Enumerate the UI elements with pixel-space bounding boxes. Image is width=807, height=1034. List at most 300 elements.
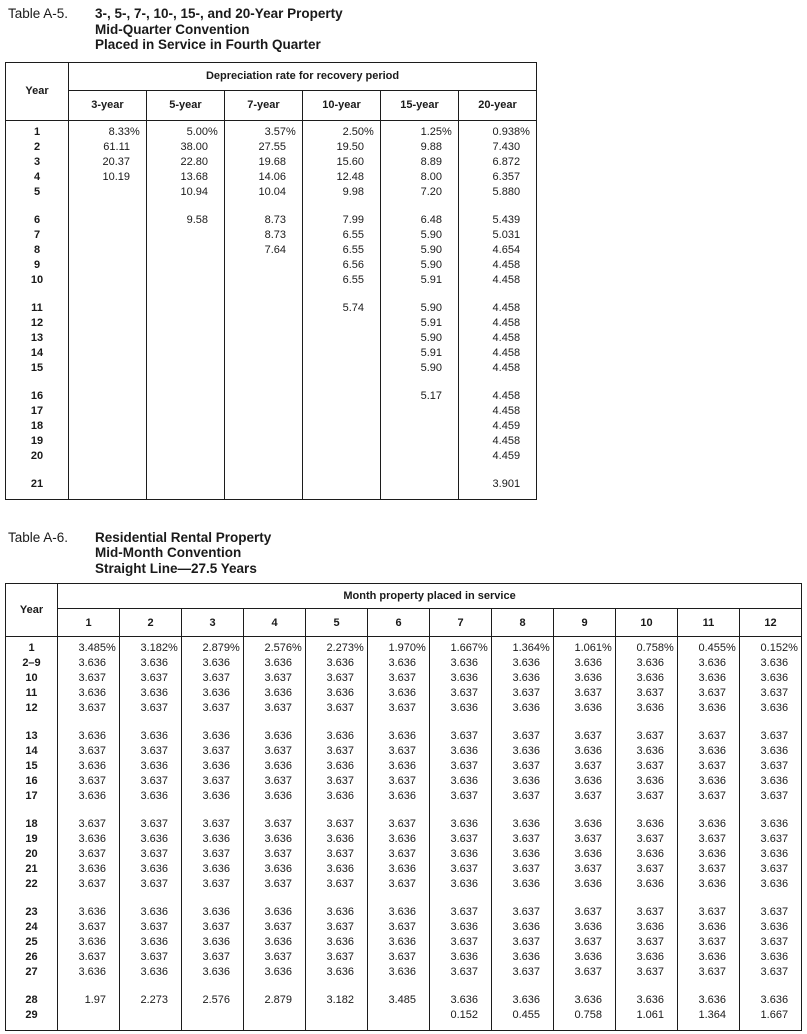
table-a6-title-line-2: Mid-Month Convention — [95, 545, 242, 560]
value-cell: 1.364 — [678, 1008, 740, 1031]
value-cell: 3.637 — [58, 950, 120, 965]
value-cell — [225, 449, 303, 464]
spacer-cell — [6, 716, 58, 729]
value-cell: 3.636 — [678, 817, 740, 832]
value-cell: 3.637 — [244, 877, 306, 892]
value-cell: 5.90 — [381, 258, 459, 273]
year-cell: 16 — [6, 774, 58, 789]
spacer-row — [6, 200, 537, 213]
value-cell: 3.636 — [58, 686, 120, 701]
value-cell: 3.636 — [244, 935, 306, 950]
column-header: 10 — [616, 609, 678, 637]
value-cell: 3.637 — [740, 905, 802, 920]
value-cell: 61.11 — [69, 140, 147, 155]
value-cell: 20.37 — [69, 155, 147, 170]
column-header: 2 — [120, 609, 182, 637]
spacer-cell — [554, 980, 616, 993]
value-cell: 3.636 — [678, 656, 740, 671]
year-cell: 16 — [6, 389, 69, 404]
value-cell — [225, 419, 303, 434]
value-cell: 3.182 — [306, 993, 368, 1008]
value-cell — [303, 449, 381, 464]
value-cell: 3.636 — [306, 656, 368, 671]
year-cell: 28 — [6, 993, 58, 1008]
year-cell: 20 — [6, 847, 58, 862]
value-cell: 3.637 — [182, 744, 244, 759]
value-cell: 8.00 — [381, 170, 459, 185]
value-cell: 3.637 — [678, 965, 740, 980]
value-cell: 0.455 — [492, 1008, 554, 1031]
value-cell — [244, 1008, 306, 1031]
value-cell: 3.637 — [492, 832, 554, 847]
value-cell: 3.637 — [616, 935, 678, 950]
spacer-cell — [120, 980, 182, 993]
year-cell: 12 — [6, 316, 69, 331]
value-cell — [69, 228, 147, 243]
value-cell: 0.152% — [740, 637, 802, 657]
value-cell: 0.758 — [554, 1008, 616, 1031]
value-cell: 5.439 — [459, 213, 537, 228]
table-a5-title-block — [8, 6, 807, 53]
value-cell: 3.637 — [492, 686, 554, 701]
value-cell: 5.031 — [459, 228, 537, 243]
value-cell: 4.458 — [459, 301, 537, 316]
year-cell: 29 — [6, 1008, 58, 1031]
value-cell: 3.637 — [368, 920, 430, 935]
value-cell: 3.636 — [554, 950, 616, 965]
value-cell — [303, 477, 381, 500]
value-cell: 3.637 — [740, 862, 802, 877]
value-cell: 3.637 — [616, 729, 678, 744]
spacer-cell — [303, 464, 381, 477]
value-cell: 3.636 — [740, 877, 802, 892]
table-row — [6, 404, 537, 419]
table-row — [6, 744, 802, 759]
value-cell: 3.636 — [554, 701, 616, 716]
value-cell: 3.636 — [678, 993, 740, 1008]
spacer-cell — [678, 892, 740, 905]
value-cell: 3.637 — [368, 671, 430, 686]
spacer-cell — [368, 892, 430, 905]
value-cell: 6.48 — [381, 213, 459, 228]
value-cell — [381, 449, 459, 464]
value-cell — [225, 361, 303, 376]
value-cell: 3.636 — [58, 935, 120, 950]
value-cell: 3.637 — [306, 774, 368, 789]
spacer-cell — [459, 288, 537, 301]
table-row — [6, 346, 537, 361]
value-cell: 3.637 — [368, 701, 430, 716]
value-cell: 3.637 — [368, 774, 430, 789]
value-cell: 3.637 — [492, 789, 554, 804]
value-cell: 3.636 — [368, 686, 430, 701]
value-cell: 3.636 — [554, 877, 616, 892]
year-cell: 18 — [6, 817, 58, 832]
value-cell: 3.636 — [678, 950, 740, 965]
value-cell — [147, 331, 225, 346]
value-cell: 3.637 — [554, 832, 616, 847]
value-cell: 3.637 — [430, 759, 492, 774]
value-cell: 3.637 — [306, 701, 368, 716]
year-cell: 13 — [6, 729, 58, 744]
spacer-cell — [69, 464, 147, 477]
value-cell — [69, 213, 147, 228]
year-cell: 13 — [6, 331, 69, 346]
value-cell: 3.637 — [678, 759, 740, 774]
value-cell — [225, 434, 303, 449]
spacer-cell — [381, 376, 459, 389]
year-cell: 7 — [6, 228, 69, 243]
value-cell — [69, 477, 147, 500]
value-cell: 3.636 — [554, 993, 616, 1008]
value-cell: 3.636 — [368, 789, 430, 804]
value-cell: 4.458 — [459, 404, 537, 419]
value-cell: 2.879% — [182, 637, 244, 657]
value-cell: 3.636 — [492, 877, 554, 892]
value-cell: 3.636 — [430, 744, 492, 759]
spacer-row — [6, 464, 537, 477]
spacer-cell — [368, 804, 430, 817]
value-cell: 3.637 — [678, 905, 740, 920]
value-cell: 1.061 — [616, 1008, 678, 1031]
value-cell: 3.636 — [492, 920, 554, 935]
table-row — [6, 637, 802, 657]
value-cell: 3.636 — [678, 877, 740, 892]
value-cell: 3.636 — [740, 744, 802, 759]
value-cell: 3.636 — [182, 789, 244, 804]
value-cell: 3.636 — [120, 965, 182, 980]
value-cell — [368, 1008, 430, 1031]
value-cell: 3.636 — [306, 965, 368, 980]
value-cell: 3.636 — [616, 847, 678, 862]
value-cell: 3.485% — [58, 637, 120, 657]
table-row — [6, 331, 537, 346]
value-cell: 3.636 — [58, 729, 120, 744]
value-cell: 3.637 — [182, 847, 244, 862]
table-row — [6, 920, 802, 935]
value-cell: 3.637 — [740, 729, 802, 744]
value-cell — [381, 404, 459, 419]
year-cell: 22 — [6, 877, 58, 892]
value-cell: 4.458 — [459, 258, 537, 273]
spacer-cell — [147, 200, 225, 213]
value-cell: 3.636 — [554, 817, 616, 832]
value-cell: 3.637 — [244, 920, 306, 935]
value-cell: 4.459 — [459, 449, 537, 464]
value-cell: 3.637 — [492, 965, 554, 980]
year-cell: 24 — [6, 920, 58, 935]
value-cell: 3.485 — [368, 993, 430, 1008]
value-cell: 3.636 — [740, 656, 802, 671]
value-cell: 3.636 — [678, 744, 740, 759]
value-cell: 3.637 — [120, 701, 182, 716]
spacer-cell — [306, 716, 368, 729]
value-cell — [381, 419, 459, 434]
column-header: 3 — [182, 609, 244, 637]
table-row — [6, 701, 802, 716]
value-cell: 4.654 — [459, 243, 537, 258]
year-cell: 1 — [6, 120, 69, 140]
value-cell: 3.637 — [368, 877, 430, 892]
value-cell: 0.758% — [616, 637, 678, 657]
value-cell: 3.636 — [616, 920, 678, 935]
value-cell: 3.637 — [740, 832, 802, 847]
value-cell: 3.636 — [244, 965, 306, 980]
value-cell: 3.636 — [182, 935, 244, 950]
value-cell: 3.637 — [492, 905, 554, 920]
value-cell — [182, 1008, 244, 1031]
column-header: 11 — [678, 609, 740, 637]
value-cell: 5.91 — [381, 273, 459, 288]
value-cell: 3.636 — [616, 671, 678, 686]
value-cell: 3.636 — [616, 701, 678, 716]
value-cell: 3.637 — [368, 847, 430, 862]
year-cell: 19 — [6, 434, 69, 449]
value-cell: 3.637 — [120, 671, 182, 686]
column-header: 9 — [554, 609, 616, 637]
table-a5-title-line-2: Mid-Quarter Convention — [95, 21, 250, 37]
spacer-row — [6, 288, 537, 301]
spacer-cell — [6, 376, 69, 389]
value-cell: 4.458 — [459, 361, 537, 376]
value-cell: 6.55 — [303, 243, 381, 258]
value-cell: 3.637 — [492, 759, 554, 774]
value-cell: 3.636 — [182, 832, 244, 847]
value-cell: 4.458 — [459, 346, 537, 361]
column-header: 4 — [244, 609, 306, 637]
value-cell: 3.637 — [678, 832, 740, 847]
value-cell — [58, 1008, 120, 1031]
value-cell: 22.80 — [147, 155, 225, 170]
value-cell: 3.636 — [58, 789, 120, 804]
value-cell: 3.637 — [616, 686, 678, 701]
value-cell: 3.636 — [58, 759, 120, 774]
table-row — [6, 686, 802, 701]
document-page — [0, 6, 807, 1031]
value-cell: 3.636 — [244, 729, 306, 744]
value-cell: 3.637 — [430, 905, 492, 920]
spacer-row — [6, 980, 802, 993]
value-cell: 4.458 — [459, 331, 537, 346]
year-cell: 8 — [6, 243, 69, 258]
value-cell — [69, 389, 147, 404]
value-cell — [225, 331, 303, 346]
value-cell — [147, 301, 225, 316]
value-cell: 3.636 — [306, 862, 368, 877]
spacer-cell — [492, 804, 554, 817]
column-header: 10-year — [303, 90, 381, 120]
value-cell: 3.637 — [616, 759, 678, 774]
value-cell: 3.637 — [554, 905, 616, 920]
spacer-cell — [303, 376, 381, 389]
value-cell — [303, 419, 381, 434]
spacer-cell — [58, 980, 120, 993]
value-cell: 3.637 — [740, 759, 802, 774]
value-cell — [303, 361, 381, 376]
spacer-cell — [740, 804, 802, 817]
value-cell: 3.637 — [492, 729, 554, 744]
spacer-cell — [182, 804, 244, 817]
value-cell: 3.637 — [306, 950, 368, 965]
table-row — [6, 1008, 802, 1031]
spacer-cell — [6, 980, 58, 993]
value-cell: 3.637 — [554, 759, 616, 774]
value-cell: 3.636 — [306, 686, 368, 701]
table-span-header: Month property placed in service — [58, 584, 802, 609]
value-cell: 15.60 — [303, 155, 381, 170]
value-cell: 3.637 — [58, 920, 120, 935]
value-cell — [147, 477, 225, 500]
value-cell — [69, 449, 147, 464]
value-cell: 3.636 — [182, 686, 244, 701]
spacer-cell — [6, 200, 69, 213]
value-cell: 38.00 — [147, 140, 225, 155]
value-cell: 3.637 — [306, 920, 368, 935]
value-cell: 3.636 — [306, 935, 368, 950]
value-cell: 3.636 — [244, 905, 306, 920]
spacer-cell — [554, 804, 616, 817]
spacer-cell — [147, 464, 225, 477]
value-cell — [303, 316, 381, 331]
value-cell: 9.88 — [381, 140, 459, 155]
table-row — [6, 434, 537, 449]
value-cell: 3.636 — [492, 744, 554, 759]
value-cell: 3.636 — [120, 905, 182, 920]
value-cell: 3.636 — [244, 759, 306, 774]
spacer-cell — [244, 980, 306, 993]
value-cell: 3.637 — [678, 789, 740, 804]
value-cell: 10.94 — [147, 185, 225, 200]
value-cell — [303, 404, 381, 419]
spacer-cell — [69, 376, 147, 389]
spacer-cell — [368, 716, 430, 729]
table-row — [6, 477, 537, 500]
value-cell: 1.061% — [554, 637, 616, 657]
value-cell: 3.637 — [120, 774, 182, 789]
value-cell: 3.636 — [120, 759, 182, 774]
value-cell: 3.637 — [430, 965, 492, 980]
value-cell: 3.636 — [182, 862, 244, 877]
column-header: 7 — [430, 609, 492, 637]
value-cell: 3.636 — [306, 729, 368, 744]
value-cell: 3.637 — [58, 774, 120, 789]
value-cell: 3.636 — [616, 744, 678, 759]
value-cell: 3.636 — [244, 686, 306, 701]
spacer-cell — [678, 980, 740, 993]
column-header: 8 — [492, 609, 554, 637]
table-row — [6, 140, 537, 155]
value-cell: 3.637 — [58, 877, 120, 892]
spacer-row — [6, 892, 802, 905]
value-cell: 3.636 — [554, 744, 616, 759]
spacer-cell — [6, 288, 69, 301]
value-cell: 3.636 — [244, 656, 306, 671]
value-cell: 3.637 — [58, 817, 120, 832]
value-cell: 3.637 — [58, 701, 120, 716]
value-cell: 3.636 — [492, 671, 554, 686]
value-cell: 19.68 — [225, 155, 303, 170]
value-cell: 3.636 — [430, 656, 492, 671]
value-cell: 1.25% — [381, 120, 459, 140]
value-cell: 6.55 — [303, 273, 381, 288]
value-cell: 3.637 — [554, 965, 616, 980]
spacer-cell — [303, 288, 381, 301]
spacer-cell — [120, 892, 182, 905]
value-cell: 3.636 — [368, 935, 430, 950]
table-row — [6, 316, 537, 331]
column-header: 5 — [306, 609, 368, 637]
value-cell: 3.637 — [182, 774, 244, 789]
spacer-cell — [225, 376, 303, 389]
spacer-cell — [6, 804, 58, 817]
value-cell: 3.637 — [244, 701, 306, 716]
value-cell — [225, 273, 303, 288]
year-cell: 9 — [6, 258, 69, 273]
value-cell — [147, 419, 225, 434]
value-cell: 13.68 — [147, 170, 225, 185]
value-cell: 3.636 — [368, 759, 430, 774]
spacer-cell — [381, 200, 459, 213]
value-cell: 3.637 — [244, 774, 306, 789]
value-cell: 9.58 — [147, 213, 225, 228]
value-cell: 2.273% — [306, 637, 368, 657]
value-cell: 8.73 — [225, 213, 303, 228]
spacer-cell — [616, 804, 678, 817]
value-cell: 3.636 — [430, 950, 492, 965]
spacer-cell — [616, 716, 678, 729]
value-cell — [120, 1008, 182, 1031]
table-row — [6, 877, 802, 892]
value-cell: 3.637 — [306, 877, 368, 892]
value-cell: 3.637 — [430, 935, 492, 950]
table-row — [6, 389, 537, 404]
table-row — [6, 832, 802, 847]
value-cell — [69, 346, 147, 361]
value-cell: 3.636 — [182, 759, 244, 774]
year-cell: 2 — [6, 140, 69, 155]
value-cell — [225, 301, 303, 316]
value-cell: 3.637 — [430, 832, 492, 847]
value-cell: 3.636 — [58, 656, 120, 671]
column-header: 6 — [368, 609, 430, 637]
value-cell: 3.636 — [430, 701, 492, 716]
table-row — [6, 656, 802, 671]
spacer-cell — [306, 804, 368, 817]
value-cell: 3.637 — [740, 935, 802, 950]
year-cell: 2–9 — [6, 656, 58, 671]
spacer-cell — [120, 804, 182, 817]
value-cell: 3.636 — [368, 862, 430, 877]
value-cell: 3.636 — [368, 832, 430, 847]
value-cell — [69, 331, 147, 346]
value-cell: 3.637 — [182, 920, 244, 935]
value-cell: 3.636 — [740, 817, 802, 832]
value-cell: 3.636 — [430, 920, 492, 935]
year-column-header: Year — [6, 62, 69, 120]
value-cell: 1.667 — [740, 1008, 802, 1031]
table-row — [6, 847, 802, 862]
spacer-cell — [6, 464, 69, 477]
table-row — [6, 258, 537, 273]
value-cell — [147, 449, 225, 464]
value-cell: 3.636 — [554, 847, 616, 862]
spacer-cell — [120, 716, 182, 729]
spacer-cell — [303, 200, 381, 213]
value-cell: 3.636 — [244, 862, 306, 877]
value-cell: 2.879 — [244, 993, 306, 1008]
table-row — [6, 729, 802, 744]
year-cell: 3 — [6, 155, 69, 170]
